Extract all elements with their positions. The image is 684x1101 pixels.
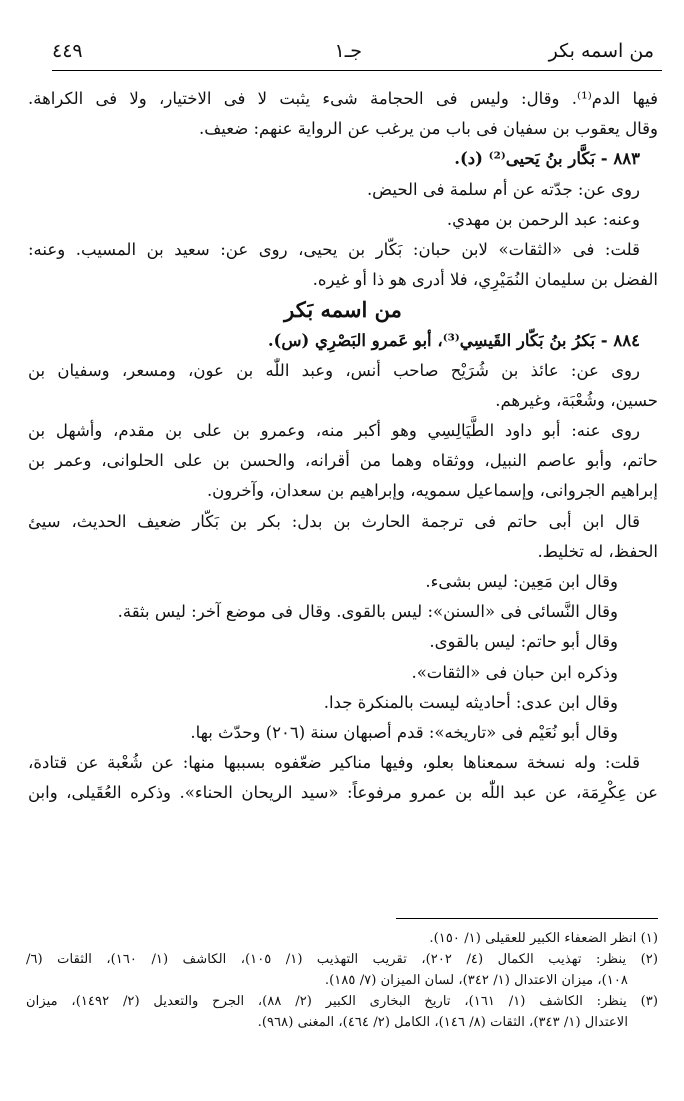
text-line: وقال ابن مَعِين: ليس بشىء. — [425, 572, 618, 591]
text-line: قلت: وله نسخة سمعناها بعلو، وفيها مناكير ضعّفوه بسببها منها: عن شُعْبة عن قتادة، — [28, 753, 640, 773]
text-line: روى عن: عائذ بن شُرَيْح صاحب أنس، وعبد اللّٰه بن عون، ومسعر، وسفيان بن — [28, 360, 640, 380]
text-line: وذكره ابن حبان فى «الثقات». — [411, 662, 618, 682]
text-line: قال ابن أبى حاتم فى ترجمة الحارث بن بدل: بكر بن بَكّار ضعيف الحديث، سيئ — [28, 511, 640, 531]
text-line: وقال أبو حاتم: ليس بالقوى. — [429, 632, 618, 652]
text-line: قلت: فى «الثقات» لابن حبان: بَكّار بن يحيى، روى عن: سعيد بن المسيب. وعنه: — [28, 239, 640, 259]
footnote-continuation: ١٠٨)، ميزان الاعتدال (١/ ٣٤٢)، لسان الميزان (٧/ ١٨٥). — [324, 973, 628, 988]
text-line: روى عنه: أبو داود الطَّيَالِسِي وهو أكبر منه، وعمرو بن على بن مقدم، وأشهل بن — [28, 421, 640, 441]
text-line: وعنه: عبد الرحمن بن مهدي. — [446, 209, 640, 229]
entry-heading-884: ٨٨٤ - بَكرُ بنُ بَكّار القَيسِي⁽³⁾، أبو عَمرو البَصْرِي (س). — [267, 330, 640, 350]
text-line: إبراهيم الجروانى، وإسماعيل سمويه، وإبراهيم بن سعدان، وآخرون. — [206, 481, 658, 501]
page-number: ٤٤٩ — [52, 40, 83, 62]
footnote: (٣) ينظر: الكاشف (١/ ١٦١)، تاريخ البخارى الكبير (٢/ ٨٨)، الجرح والتعديل (٢/ ١٤٩٢)، ميزان — [26, 994, 658, 1009]
section-heading: من اسمه بَكر — [284, 297, 402, 323]
text-line: عن عِكْرِمَة، عن عبد اللّٰه بن عمرو مرفوعاً: «سيد الريحان الحناء». وذكره العُقَيلى، وابن — [28, 783, 658, 803]
footnotes — [26, 928, 658, 1033]
text-line: روى عن: جدّته عن أم سلمة فى الحيض. — [366, 179, 640, 199]
footnote-continuation: الاعتدال (١/ ٣٤٣)، الثقات (٨/ ١٤٦)، الكامل (٢/ ٤٦٤)، المغنى (٩٦٨). — [257, 1015, 628, 1030]
header-divider — [52, 70, 662, 71]
running-header — [52, 38, 664, 66]
text-line: فيها الدم⁽¹⁾. وقال: وليس فى الحجامة شىء يثبت لا فى الاختيار، ولا فى الكراهة. — [28, 89, 658, 108]
footnote-divider — [396, 918, 658, 919]
entry-heading-883: ٨٨٣ - بَكَّار بنُ يَحيى⁽²⁾ (د). — [454, 149, 640, 169]
header-volume: جـ١ — [334, 40, 362, 62]
header-section-title: من اسمه بكر — [548, 40, 654, 62]
main-text — [28, 84, 658, 809]
footnote: (١) انظر الضعفاء الكبير للعقيلى (١/ ١٥٠). — [429, 931, 658, 946]
text-line: وقال يعقوب بن سفيان فى باب من يرغب عن الرواية عنهم: ضعيف. — [198, 119, 658, 139]
text-line: حسين، وشُعْبَة، وغيرهم. — [495, 390, 658, 410]
text-line: وقال أبو نُعَيْم فى «تاريخه»: قدم أصبهان سنة (٢٠٦) وحدّث بها. — [190, 722, 618, 742]
text-line: وقال النَّسائى فى «السنن»: ليس بالقوى. وقال فى موضع آخر: ليس بثقة. — [117, 602, 618, 622]
text-line: الحفظ، له تخليط. — [537, 541, 658, 561]
text-line: الفضل بن سليمان النُمَيْرِي، فلا أدرى هو ذا أو غيره. — [312, 270, 658, 290]
text-line: وقال ابن عدى: أحاديثه ليست بالمنكرة جدا. — [323, 692, 618, 712]
footnote: (٢) ينظر: تهذيب الكمال (٤/ ٢٠٢)، تقريب التهذيب (١/ ١٠٥)، الكاشف (١/ ١٦٠)، الثقات (٦/ — [26, 952, 658, 967]
text-line: حاتم، وأبو عاصم النبيل، ووثقاه وهما من أقرانه، والحسن بن على الحلوانى، وعمر بن — [28, 451, 658, 471]
